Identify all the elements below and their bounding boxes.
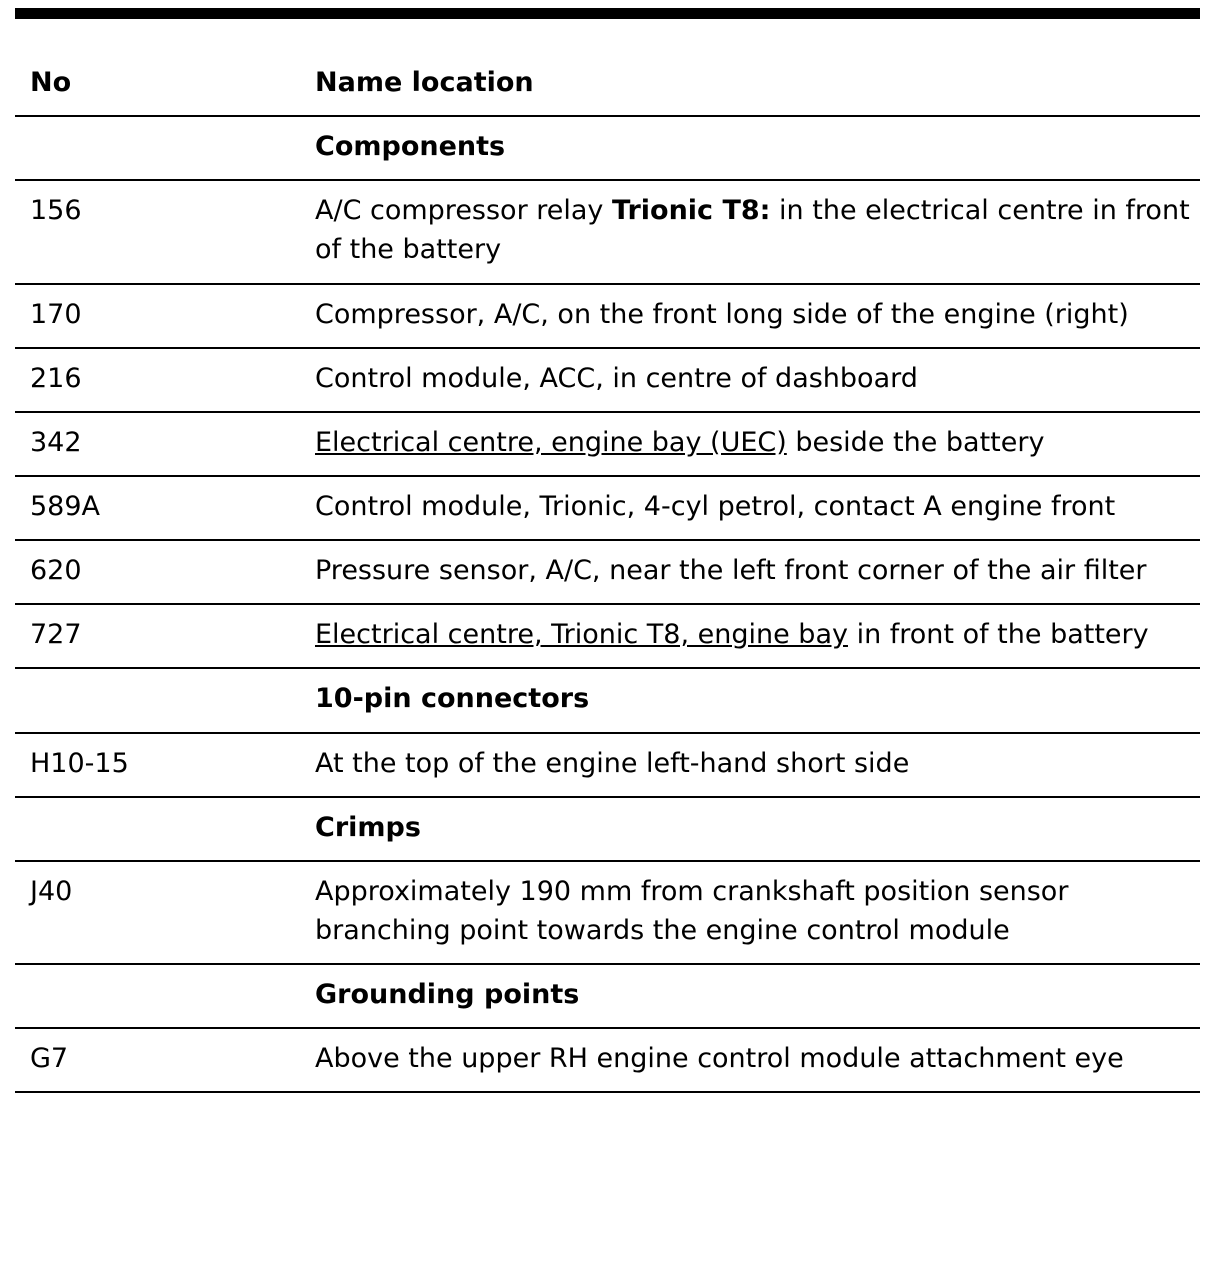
row-location: Compressor, A/C, on the front long side of the engine (right) bbox=[300, 284, 1200, 348]
table-row bbox=[15, 476, 1200, 540]
section-empty-cell bbox=[15, 668, 300, 732]
section-empty-cell bbox=[15, 797, 300, 861]
row-location: Approximately 190 mm from crankshaft position sensor branching point towards the engine control module bbox=[300, 861, 1200, 964]
table-row bbox=[15, 540, 1200, 604]
table-row bbox=[15, 180, 1200, 283]
section-row bbox=[15, 797, 1200, 861]
table-row bbox=[15, 348, 1200, 412]
section-title-cell bbox=[300, 116, 1200, 180]
section-empty-cell bbox=[15, 964, 300, 1028]
section-empty-cell bbox=[15, 116, 300, 180]
row-location: At the top of the engine left-hand short side bbox=[300, 733, 1200, 797]
table-header-row bbox=[15, 19, 1200, 116]
row-no: 589A bbox=[15, 476, 300, 540]
col-header-no: No bbox=[15, 19, 300, 116]
top-rule bbox=[15, 8, 1200, 19]
row-location: Control module, Trionic, 4-cyl petrol, contact A engine front bbox=[300, 476, 1200, 540]
table-row bbox=[15, 1028, 1200, 1092]
section-title: 10-pin connectors bbox=[315, 683, 590, 715]
section-title: Grounding points bbox=[315, 979, 580, 1011]
row-location: Electrical centre, Trionic T8, engine bay in front of the battery bbox=[300, 604, 1200, 668]
row-no: 342 bbox=[15, 412, 300, 476]
row-location: Control module, ACC, in centre of dashboard bbox=[300, 348, 1200, 412]
bold-text: Trionic T8: bbox=[612, 195, 771, 227]
section-title-cell bbox=[300, 797, 1200, 861]
row-no: 170 bbox=[15, 284, 300, 348]
row-no: 156 bbox=[15, 180, 300, 283]
table-body bbox=[15, 116, 1200, 1092]
row-no: 620 bbox=[15, 540, 300, 604]
section-row bbox=[15, 116, 1200, 180]
row-location: Pressure sensor, A/C, near the left front corner of the air filter bbox=[300, 540, 1200, 604]
section-title-cell bbox=[300, 964, 1200, 1028]
section-row bbox=[15, 668, 1200, 732]
row-no: G7 bbox=[15, 1028, 300, 1092]
table-row bbox=[15, 284, 1200, 348]
location-link[interactable]: Electrical centre, engine bay (UEC) bbox=[315, 426, 787, 458]
col-header-name-location: Name location bbox=[300, 19, 1200, 116]
row-location: Electrical centre, engine bay (UEC) beside the battery bbox=[300, 412, 1200, 476]
section-title: Crimps bbox=[315, 811, 421, 843]
row-location: A/C compressor relay Trionic T8: in the electrical centre in front of the battery bbox=[300, 180, 1200, 283]
section-title: Components bbox=[315, 131, 506, 163]
table-row bbox=[15, 861, 1200, 964]
row-no: 727 bbox=[15, 604, 300, 668]
table-row bbox=[15, 733, 1200, 797]
location-link[interactable]: Electrical centre, Trionic T8, engine bay bbox=[315, 619, 848, 651]
row-no: J40 bbox=[15, 861, 300, 964]
row-no: H10-15 bbox=[15, 733, 300, 797]
row-no: 216 bbox=[15, 348, 300, 412]
table-row bbox=[15, 604, 1200, 668]
section-row bbox=[15, 964, 1200, 1028]
table-row bbox=[15, 412, 1200, 476]
row-location: Above the upper RH engine control module attachment eye bbox=[300, 1028, 1200, 1092]
component-location-table bbox=[15, 19, 1200, 1093]
section-title-cell bbox=[300, 668, 1200, 732]
